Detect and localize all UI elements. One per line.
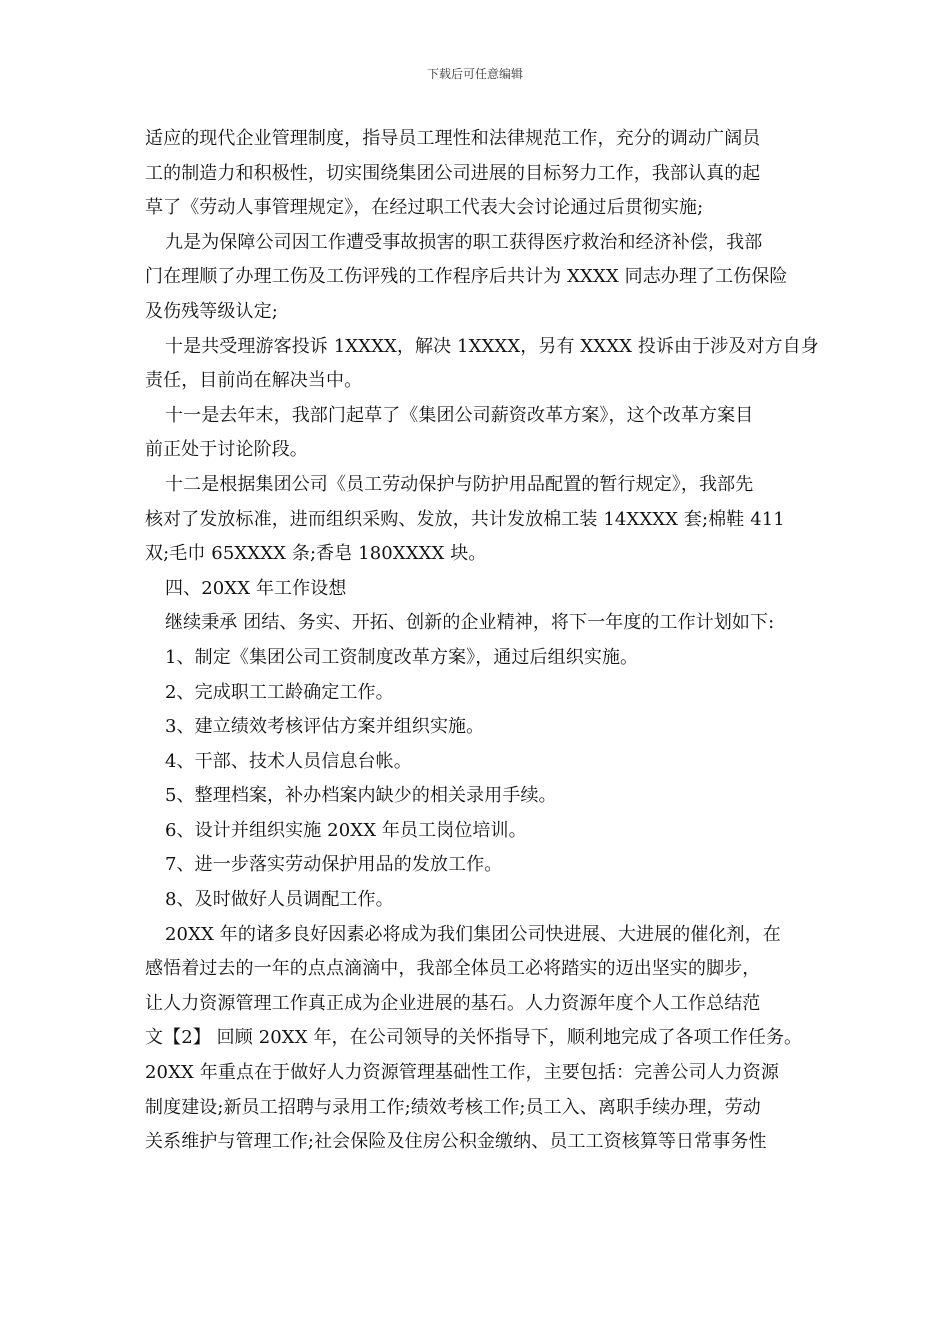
text-line: 关系维护与管理工作;社会保险及住房公积金缴纳、员工工资核算等日常事务性 xyxy=(145,1131,767,1153)
text-line: 前正处于讨论阶段。 xyxy=(145,439,308,461)
text-line: 20XX 年重点在于做好人力资源管理基础性工作，主要包括：完善公司人力资源 xyxy=(145,1062,779,1084)
text-line: 核对了发放标准，进而组织采购、发放，共计发放棉工装 14XXXX 套;棉鞋 411 xyxy=(145,508,785,530)
text-line: 工的制造力和积极性，切实围绕集团公司进展的目标努力工作，我部认真的起 xyxy=(145,162,761,184)
text-line: 4、干部、技术人员信息台帐。 xyxy=(165,750,412,772)
text-line: 1、制定《集团公司工资制度改革方案》，通过后组织实施。 xyxy=(165,646,639,668)
text-line: 感悟着过去的一年的点点滴滴中，我部全体员工必将踏实的迈出坚实的脚步， xyxy=(145,958,761,980)
text-line: 20XX 年的诸多良好因素必将成为我们集团公司快进展、大进展的催化剂，在 xyxy=(165,923,781,945)
text-line: 2、完成职工工龄确定工作。 xyxy=(165,681,394,703)
text-line: 双;毛巾 65XXXX 条;香皂 180XXXX 块。 xyxy=(145,543,487,565)
text-line: 九是为保障公司因工作遭受事故损害的职工获得医疗救治和经济补偿，我部 xyxy=(165,231,763,253)
text-line: 适应的现代企业管理制度，指导员工理性和法律规范工作，充分的调动广阔员 xyxy=(145,128,761,149)
text-line: 继续秉承 团结、务实、开拓、创新的企业精神，将下一年度的工作计划如下: xyxy=(165,612,775,634)
document-body xyxy=(145,122,819,1160)
text-line: 7、进一步落实劳动保护用品的发放工作。 xyxy=(165,854,503,876)
text-line: 四、20XX 年工作设想 xyxy=(165,577,347,599)
text-line: 文【2】 回顾 20XX 年，在公司领导的关怀指导下，顺利地完成了各项工作任务。 xyxy=(145,1027,803,1049)
text-line: 十二是根据集团公司《员工劳动保护与防护用品配置的暂行规定》，我部先 xyxy=(165,473,754,495)
page-header: 下载后可任意编辑 xyxy=(426,67,523,81)
text-line: 及伤残等级认定; xyxy=(145,300,278,322)
text-line: 让人力资源管理工作真正成为企业进展的基石。人力资源年度个人工作总结范 xyxy=(145,992,761,1014)
text-line: 门在理顺了办理工伤及工伤评残的工作程序后共计为 XXXX 同志办理了工伤保险 xyxy=(145,266,788,288)
text-line: 5、整理档案，补办档案内缺少的相关录用手续。 xyxy=(165,785,557,807)
text-line: 十一是去年末，我部门起草了《集团公司薪资改革方案》，这个改革方案目 xyxy=(165,404,754,426)
text-line: 十是共受理游客投诉 1XXXX，解决 1XXXX，另有 XXXX 投诉由于涉及对方自身 xyxy=(165,335,819,357)
text-line: 责任，目前尚在解决当中。 xyxy=(145,370,363,392)
text-line: 8、及时做好人员调配工作。 xyxy=(165,889,394,911)
text-line: 草了《劳动人事管理规定》，在经过职工代表大会讨论通过后贯彻实施; xyxy=(145,197,704,219)
text-line: 3、建立绩效考核评估方案并组织实施。 xyxy=(165,716,485,738)
text-line: 制度建设;新员工招聘与录用工作;绩效考核工作;员工入、离职手续办理，劳动 xyxy=(145,1096,761,1118)
text-line: 6、设计并组织实施 20XX 年员工岗位培训。 xyxy=(165,819,527,841)
